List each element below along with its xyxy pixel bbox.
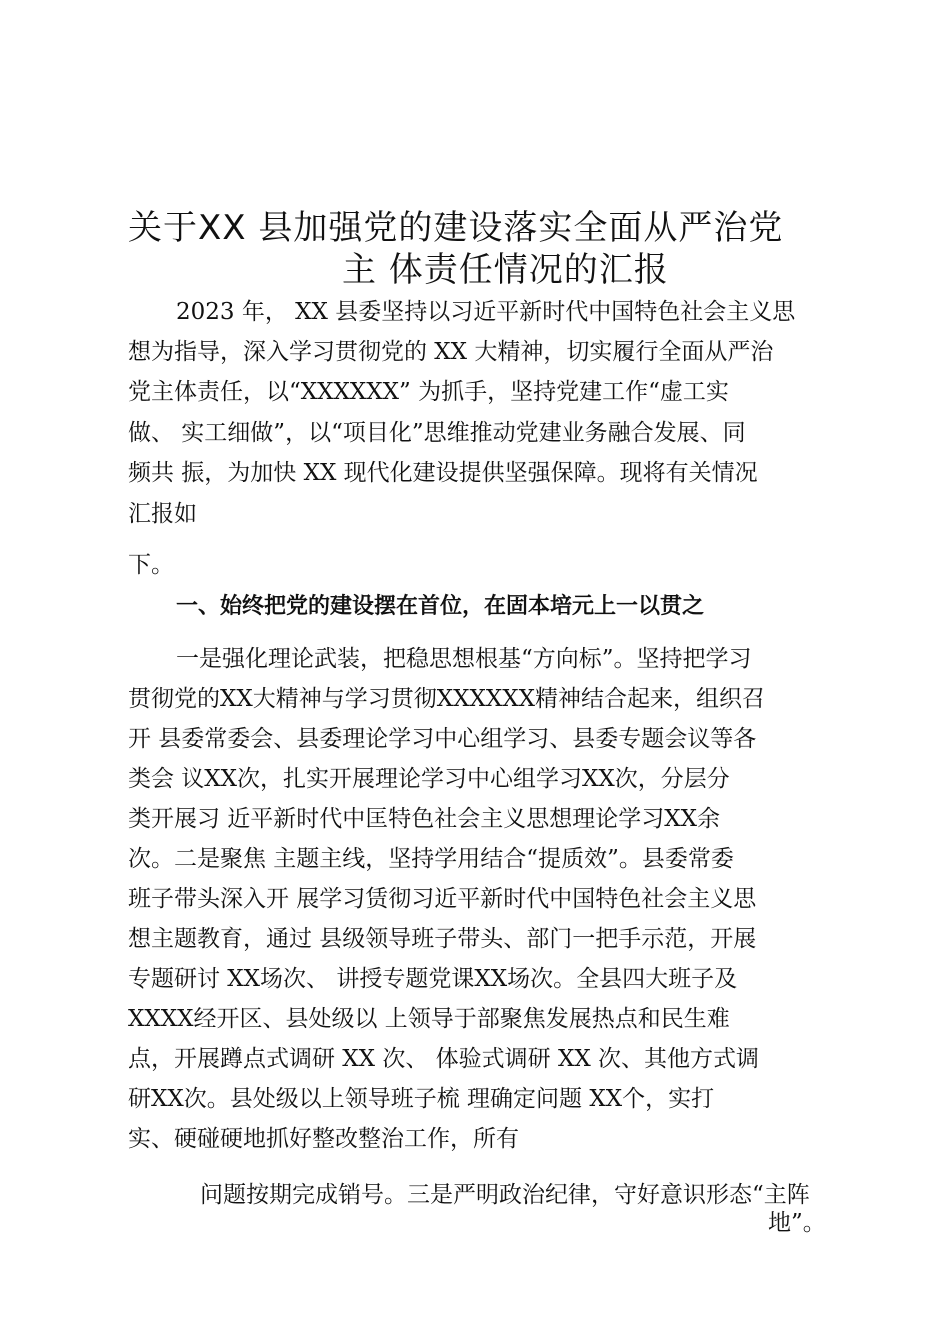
body-line: 点，开展蹲点式调研 XX 次、 体验式调研 XX 次、其他方式调	[128, 1046, 760, 1072]
tail-line: 地”。	[768, 1210, 826, 1236]
body-line: 专题研讨 XX场次、 讲授专题党课XX场次。全县四大班子及	[128, 966, 738, 992]
intro-line: 想为指导，深入学习贯彻党的 XX 大精神，切实履行全面从严治	[128, 339, 774, 365]
intro-line: 做、 实工细做”，以“项目化”思维推动党建业务融合发展、同	[128, 420, 746, 446]
body-line: 想主题教育，通过 县级领导班子带头、部门一把手示范，开展	[128, 926, 757, 952]
section-heading: 一、始终把党的建设摆在首位，在固本培元上一以贯之	[176, 594, 705, 619]
body-line: 班子带头深入开 展学习赁彻习近平新时代中国特色社会主义思	[128, 886, 757, 912]
body-line: 类会 议XX次，扎实开展理论学习中心组学习XX次，分层分	[128, 766, 730, 792]
body-line: 实、硬碰硬地抓好整改整治工作，所有	[128, 1126, 519, 1152]
tail-line: 问题按期完成销号。三是严明政治纪律，守好意识形态“主阵	[200, 1182, 810, 1208]
body-line: 一是强化理论武装，把稳思想根基“方向标”。坚持把学习	[176, 646, 752, 672]
intro-line: 汇报如	[128, 501, 197, 527]
body-line: XXXX经开区、县处级以 上领导于部聚焦发展热点和民生难	[128, 1006, 730, 1032]
intro-line: 2023 年， XX 县委坚持以习近平新时代中国特色社会主义思	[176, 299, 796, 325]
body-line: 研XX次。县处级以上领导班子梳 理确定问题 XX个，实打	[128, 1086, 715, 1112]
title-line-2: 主 体责任情况的汇报	[342, 250, 669, 290]
intro-line: 下。	[128, 552, 174, 578]
body-line: 贯彻党的XX大精神与学习贯彻XXXXXX精神结合起来，组织召	[128, 686, 765, 712]
body-line: 次。二是聚焦 主题主线，坚持学用结合“提质效”。县委常委	[128, 846, 734, 872]
title-line-1: 关于XX 县加强党的建设落实全面从严治党	[128, 208, 784, 248]
body-line: 开 县委常委会、县委理论学习中心组学习、县委专题会议等各	[128, 726, 757, 752]
intro-line: 党主体责任，以“XXXXXX” 为抓手，坚持党建工作“虚工实	[128, 379, 729, 405]
body-line: 类开展习 近平新时代中匡特色社会主义思想理论学习XX余	[128, 806, 721, 832]
intro-line: 频共 振，为加快 XX 现代化建设提供坚强保障。现将有关情况	[128, 460, 758, 486]
